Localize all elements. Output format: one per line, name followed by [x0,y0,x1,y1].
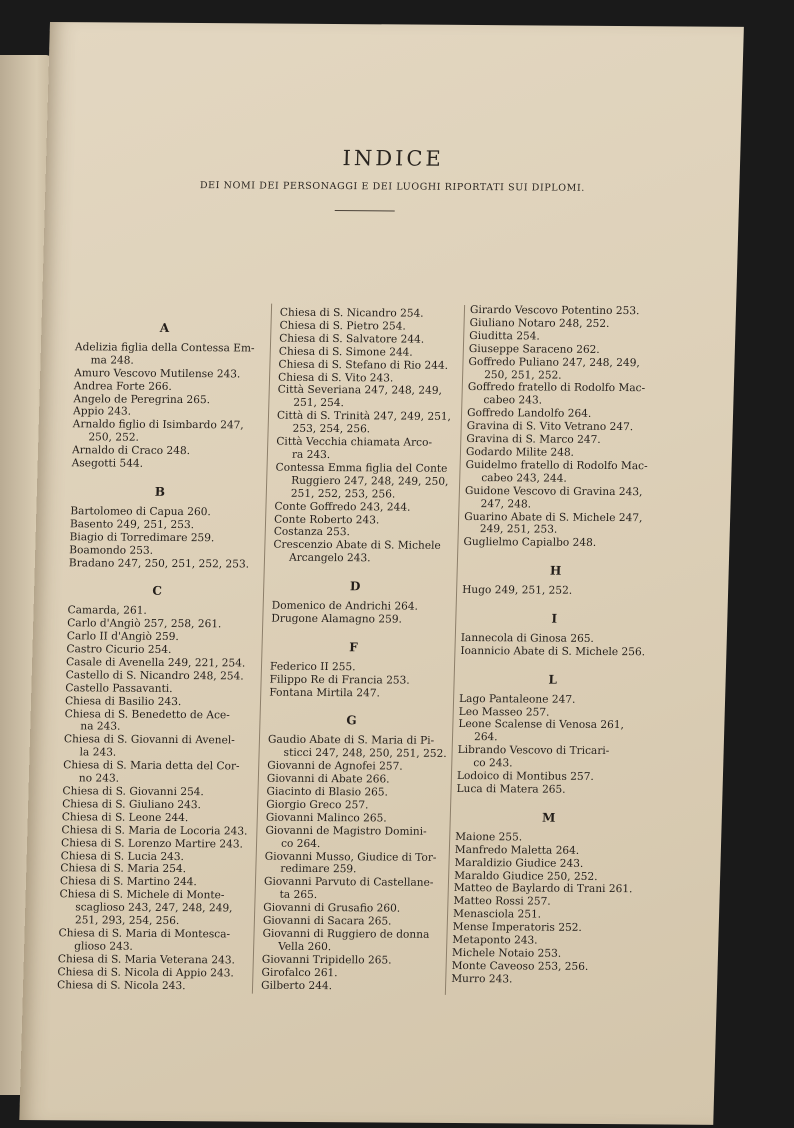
index-entry-line: 249, 251, 253. [479,523,558,537]
index-entry-line: Chiesa di S. Benedetto de Ace- [64,707,230,721]
index-entry-line: redimare 259. [280,863,357,876]
index-entry-line: Amuro Vescovo Mutilense 243. [74,366,241,381]
index-entry [272,600,458,614]
index-entry-line: Arnaldo di Craco 248. [71,444,191,458]
index-entry [278,371,464,385]
index-entry-line: Chiesa di S. Martino 244. [59,875,198,889]
index-entry [280,307,466,321]
title-rule [335,210,395,211]
index-entry [264,850,451,877]
index-entry-line: Giacinto di Blasio 265. [266,785,389,799]
index-entry-line: Maraldizio Giudice 243. [454,856,584,870]
index-entry-line: Costanza 253. [273,526,351,539]
index-entry-line: Librando Vescovo di Tricari- [457,744,610,758]
index-entry [276,410,463,437]
index-entry [69,557,267,571]
index-entry [469,317,675,331]
index-entry-line: Città Vecchia chiamata Arco- [276,435,433,449]
index-entry-line: Michele Notaio 253. [451,946,562,960]
index-entry-line: ma 248. [90,354,135,367]
index-entry-line: 250, 252. [88,431,140,444]
index-entry-line: Adelizia figlia della Contessa Em- [74,341,255,355]
section-letter: A [159,320,170,335]
index-entry [454,857,660,871]
index-entry-line: Chiesa di S. Maria Veterana 243. [57,952,236,967]
section-letter: C [152,584,163,599]
index-entry [463,536,669,550]
index-entry [469,343,675,357]
index-entry-line: 251, 252, 253, 256. [290,487,396,501]
index-entry-line: Federico II 255. [269,660,356,673]
index-entry-line: Goffredo Landolfo 264. [466,407,592,421]
index-entry [58,927,257,954]
index-entry [451,973,657,987]
index-entry-line: Guidone Vescovo di Gravina 243, [464,484,643,498]
index-entry-line: Chiesa di S. Maria di Montesca- [58,927,231,941]
index-entry-line: Chiesa di Basilio 243. [64,694,182,708]
index-entry-line: glioso 243. [74,940,134,953]
index-entry [62,785,260,799]
page-subtitle: DEI NOMI DEI PERSONAGGI E DEI LUOGHI RIPORTATI SUI DIPLOMI. [199,180,586,194]
index-column-1 [57,312,274,993]
index-entry-line: Boamondo 253. [69,543,154,557]
index-entry-line: Chiesa di S. Lucia 243. [60,849,185,863]
index-entry-line: Chiesa di S. Nicola di Appio 243. [57,965,234,980]
index-entry-line: Crescenzio Abate di S. Michele [273,538,441,553]
index-entry-line: ta 265. [279,889,318,902]
index-entry-line: Giovanni de Agnofei 257. [267,759,403,773]
section-spacer [463,549,669,556]
index-entry [69,531,267,545]
section-letter: I [551,611,558,626]
index-entry-line: Goffredo Puliano 247, 248, 249, [468,355,641,369]
index-entry-line: Guidelmo fratello di Rodolfo Mac- [465,458,648,473]
index-entry-line: Monte Caveoso 253, 256. [451,959,589,973]
index-entry [468,356,675,383]
index-entry-line: Luca di Matera 265. [456,782,566,796]
index-entry [64,708,263,735]
index-entry-line: Domenico de Andrichi 264. [271,599,419,613]
index-entry [269,686,455,700]
index-entry-line: Gaudio Abate di S. Maria di Pi- [267,734,435,748]
index-entry [269,673,455,687]
index-entry [74,367,272,381]
index-entry-line: Guarino Abate di S. Michele 247, [464,510,643,524]
index-entry-line: Chiesa di S. Leone 244. [61,811,189,824]
index-entry-line: Mense Imperatoris 252. [452,921,583,935]
index-entry [276,436,463,463]
index-entry-line: sticci 247, 248, 250, 251, 252. [283,747,447,761]
index-entry [277,384,464,411]
index-entry-line: Ruggiero 247, 248, 249, 250, [291,474,449,488]
index-entry [270,660,456,674]
index-entry [464,510,671,537]
index-entry-line: Godardo Milite 248. [465,445,575,459]
page-title: INDICE [342,146,445,171]
index-entry [59,888,258,928]
index-entry-line: Giovanni de Magistro Domini- [265,824,427,838]
index-entry [279,320,465,334]
section-spacer [269,699,455,706]
index-entry-line: Ioannicio Abate di S. Michele 256. [460,644,646,659]
index-entry [62,798,260,812]
index-entry-line: Città Severiana 247, 248, 249, [277,384,443,398]
index-entry [457,744,664,771]
index-entry-line: Fontana Mirtila 247. [269,686,381,699]
index-entry [66,669,264,683]
index-entry-line: ra 243. [291,448,331,461]
index-entry [63,734,262,761]
section-spacer [273,565,459,572]
index-entry-line: Castro Cicurio 254. [66,643,172,656]
index-entry [458,718,665,745]
index-entry-line: Chiesa di S. Giovanni di Avenel- [63,733,235,747]
index-entry-line: Chiesa di S. Simone 244. [278,345,413,359]
index-entry-line: 251, 254. [293,397,345,410]
index-entry-line: Giovanni di Ruggiero de donna [262,927,430,941]
index-entry [455,831,661,845]
index-entry-line: Appio 243. [72,405,132,419]
index-entry-line: Gilberto 244. [260,979,333,992]
index-entry [72,419,271,446]
index-entry [265,824,452,851]
index-entry-line: Castello di S. Nicandro 248, 254. [65,669,244,683]
index-entry-line: Girofalco 261. [261,966,338,979]
index-entry-line: Biagio di Torredimare 259. [69,530,215,544]
index-entry-line: Hugo 249, 251, 252. [461,584,573,597]
index-entry-line: Asegotti 544. [71,457,144,470]
index-entry-line: Girardo Vescovo Potentino 253. [469,303,640,318]
index-entry-line: co 264. [280,837,321,850]
index-entry-line: 253, 254, 256. [292,422,371,436]
index-entry-line: Bradano 247, 250, 251, 252, 253. [68,556,250,570]
index-entry-line: Chiesa di S. Pietro 254. [279,319,406,333]
index-entry-line: Angelo de Peregrina 265. [73,392,211,406]
index-entry-line: Giorgio Greco 257. [265,798,369,812]
index-entry-line: co 243. [473,757,513,770]
index-entry [279,345,465,359]
section-spacer [71,470,269,477]
section-letter: G [346,713,357,728]
index-entry [274,500,460,514]
index-entry-line: la 243. [79,746,117,759]
index-entry-line: Giovanni Parvuto di Castellane- [263,875,434,890]
index-entry [62,811,260,825]
index-entry-line: Chiesa di S. Salvatore 244. [278,332,425,346]
index-entry-line: Conte Roberto 243. [273,513,380,526]
index-entry [461,632,667,646]
section-spacer [69,570,267,577]
index-entry-line: cabeo 243, 244. [481,471,568,485]
index-entry [279,332,465,346]
index-entry-line: Maione 255. [455,830,523,844]
index-entry-line: cabeo 243. [483,394,543,407]
index-entry-line: Vella 260. [278,940,332,953]
index-entry [464,485,671,512]
section-letter: D [349,579,361,594]
section-spacer [456,796,662,803]
index-entry-line: Chiesa di S. Giovanni 254. [62,785,205,799]
index-entry-line: Murro 243. [451,972,513,986]
index-entry-line: Basento 249, 251, 253. [69,518,195,531]
index-entry-line: Maraldo Giudice 250, 252. [454,869,598,883]
index-entry [455,844,661,858]
index-entry-line: Città di S. Trinità 247, 249, 251, [276,409,452,424]
index-entry-line: Goffredo fratello di Rodolfo Mac- [467,381,646,395]
index-entry-line: Matteo Rossi 257. [453,895,551,908]
index-entry-line: Gravina di S. Marco 247. [466,433,601,446]
index-entry [70,505,268,519]
index-entry-line: Guglielmo Capialbo 248. [463,536,597,550]
index-entry-line: Giovanni di Abate 266. [266,772,390,786]
index-entry [451,960,657,974]
index-entry-line: Leo Masseo 257. [458,705,550,719]
index-entry-line: Castello Passavanti. [65,681,173,695]
index-entry-line: Carlo II d'Angiò 259. [66,630,180,644]
index-entry-line: Giovanni di Grusafio 260. [263,901,401,915]
index-entry-line: Giovanni Tripidello 265. [261,953,392,967]
index-entry [61,824,259,838]
index-entry-line: na 243. [80,720,121,734]
index-entry-line: Camarda, 261. [67,604,147,618]
section-letter: H [549,563,562,578]
index-entry [66,656,264,670]
index-entry [262,928,449,955]
index-entry [459,693,665,707]
index-entry-line: Carlo d'Angiò 257, 258, 261. [67,617,222,631]
index-entry [263,902,449,916]
index-entry-line: Casale di Avenella 249, 221, 254. [65,656,246,670]
index-entry-line: no 243. [78,772,120,785]
book-page [19,22,744,1125]
index-entry-line: Giuseppe Saraceno 262. [468,342,600,356]
index-entry [266,786,452,800]
index-entry [271,613,457,627]
index-entry-line: Lago Pantaleone 247. [458,692,576,706]
index-entry-line: Andrea Forte 266. [73,379,172,393]
index-entry [263,876,450,903]
index-entry-line: 247, 248. [480,497,532,511]
section-letter: L [548,672,558,687]
index-entry-line: Matteo de Baylardo di Trani 261. [453,882,633,896]
index-entry [66,643,264,657]
index-entry [261,966,447,980]
index-entry [470,304,676,318]
index-entry-line: Drugone Alamagno 259. [271,612,403,626]
index-entry-line: Iannecola di Ginosa 265. [460,631,595,645]
section-spacer [271,625,457,632]
index-entry-line: Arcangelo 243. [288,551,371,565]
index-entry [58,953,256,967]
index-entry-line: 250, 251, 252. [483,368,562,382]
index-entry-line: Metaponto 243. [452,934,538,947]
index-entry [456,783,662,797]
index-entry [466,446,672,460]
index-entry-line: Giovanni Malinco 265. [265,811,387,825]
index-entry [467,381,674,408]
index-entry [266,799,452,813]
index-entry [71,457,269,471]
section-letter: M [541,810,556,825]
index-entry-line: Chiesa di S. Stefano di Rio 244. [278,358,449,372]
section-letter: B [154,484,166,499]
index-entry [65,695,263,709]
index-entry [460,645,666,659]
index-entry [278,358,464,372]
index-entry-line: Contessa Emma figlia del Conte [275,461,448,475]
index-entry [261,979,447,993]
index-column-3 [451,304,676,987]
index-entry [273,539,460,566]
index-entry [74,380,272,394]
index-entry [469,330,675,344]
index-entry-line: Gravina di S. Vito Vetrano 247. [466,420,634,434]
index-entry-line: Filippo Re di Francia 253. [269,673,410,687]
index-entry [465,459,672,486]
index-entry-line: Chiesa di S. Michele di Monte- [59,888,225,902]
index-entry-line: Manfredo Maletta 264. [454,843,580,857]
index-entry-line: Chiesa di S. Lorenzo Martire 243. [60,836,244,851]
index-entry-line: scaglioso 243, 247, 248, 249, [75,901,233,915]
index-entry-line: Giuditta 254. [469,329,541,343]
index-entry [452,947,658,961]
index-entry-line: Lodoico di Montibus 257. [456,770,594,784]
index-entry [267,760,453,774]
index-entry-line: 251, 293, 254, 256. [74,914,180,928]
index-entry-line: Giovanni di Sacara 265. [262,914,392,928]
index-entry [57,966,255,980]
index-entry [74,341,273,368]
index-entry [267,773,453,787]
index-entry [263,915,449,929]
index-entry [61,837,259,851]
index-entry [267,734,454,761]
index-entry-line: Chiesa di S. Giuliano 243. [61,798,202,812]
index-entry [275,462,462,502]
index-entry [262,953,448,967]
index-entry-line: Chiesa di S. Maria de Locoria 243. [61,823,248,838]
index-entry [69,544,267,558]
index-entry-line: Menasciola 251. [452,908,542,921]
index-column-2 [261,307,466,994]
index-entry-line: Chiesa di S. Maria 254. [60,862,187,876]
index-entry [266,811,452,825]
index-entry [274,526,460,540]
index-entry [57,979,255,993]
index-entry-line: Bartolomeo di Capua 260. [70,505,211,519]
index-entry-line: Arnaldo figlio di Isimbardo 247, [72,418,244,432]
index-entry [462,584,668,598]
index-entry-line: Leone Scalense di Venosa 261, [458,718,625,732]
index-entry [70,518,268,532]
index-entry-line: Chiesa di S. Vito 243. [277,371,394,384]
index-entry-line: Chiesa di S. Nicandro 254. [279,306,424,320]
index-entry [274,513,460,527]
section-spacer [462,597,668,604]
index-entry-line: Giovanni Musso, Giudice di Tor- [264,850,437,864]
index-entry-line: Giuliano Notaro 248, 252. [469,316,610,330]
index-entry-line: Chiesa di S. Nicola 243. [56,978,186,992]
index-entry-line: Chiesa di S. Maria detta del Cor- [63,759,240,773]
index-entry-line: Conte Goffredo 243, 244. [274,500,411,514]
section-letter: F [349,640,359,655]
index-entry [63,759,262,786]
index-entry-line: 264. [473,731,498,744]
index-entry [65,682,263,696]
